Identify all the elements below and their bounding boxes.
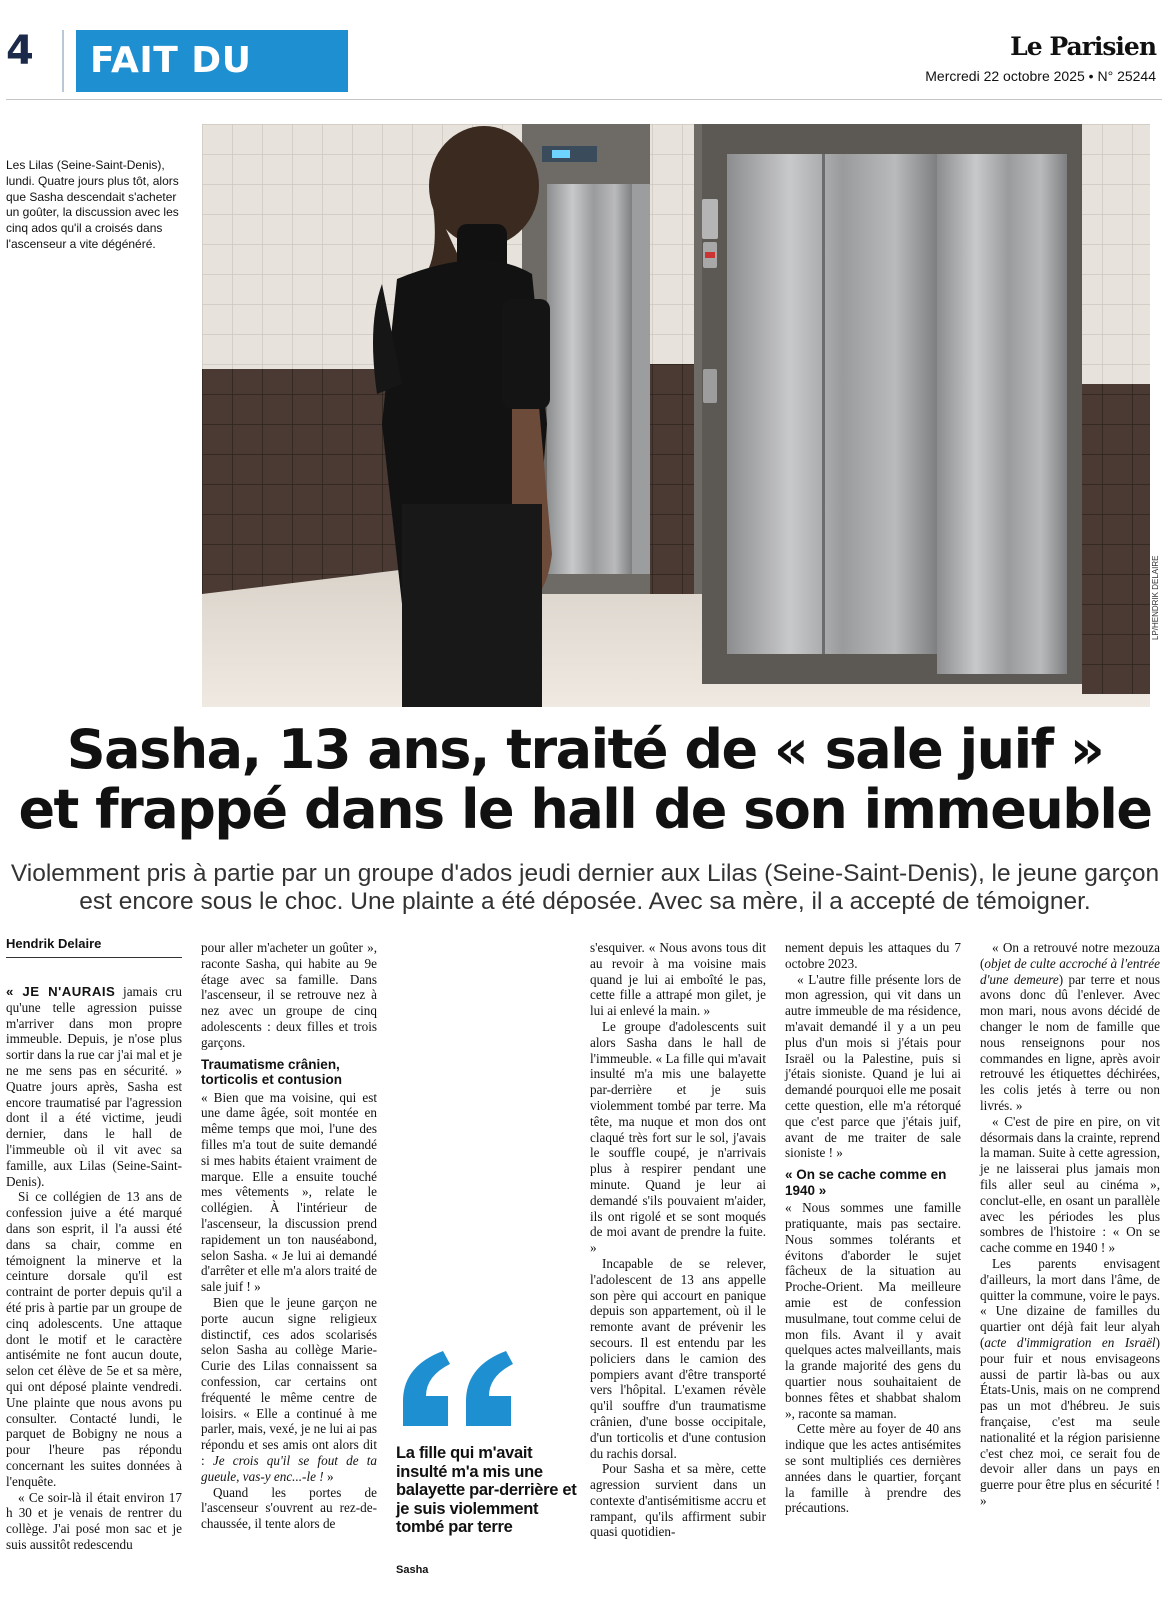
pull-quote-author: Sasha: [396, 1564, 429, 1576]
section-rubric: FAIT DU JOUR: [76, 30, 348, 92]
paragraph: « Bien que ma voisine, qui est une dame âgée, soit montée en même temps que moi, l'une des filles m'a tout de suite demandé si mes habits étaient vraiment de marque. Elle a ensuite touché mes vêtements », relate le collégien. À l'intérieur de l'ascenseur, la discussion prend rapidement un ton nauséabond, selon Sasha. « Je lui ai demandé d'arrêter et elle m'a alors traité de sale juif ! »: [201, 1089, 377, 1295]
headline-line-2: et frappé dans le hall de son immeuble: [18, 778, 1152, 841]
paragraph-text-end: ) par terre et nous avons donc dû l'enlever. Avec mon mari, nous avons décidé de changer le nom de famille que nous renseignons pour nos commandes en ligne, après avoir retrouvé les étiquettes déchirées, les colis jetés à terre ou non livrés. »: [980, 971, 1160, 1113]
header-divider: [62, 30, 64, 92]
paragraph-text: « On a retrouvé notre mezouza (: [980, 940, 1160, 971]
article-standfirst: Violemment pris à partie par un groupe d'ados jeudi dernier aux Lilas (Seine-Saint-Denis), le jeune garçon est encore sous le choc. Une plainte a été déposée. Avec sa mère, il a accepté de témoigner.: [10, 860, 1160, 915]
paragraph: Si ce collégien de 13 ans de confession juive a été marqué dans son esprit, il l'a aussi été dans sa chair, comme en témoignent la minerve et la ceinture dorsale qu'il est contraint de porter depuis qu'il a été pris à partie par un groupe de cinq adolescents. Une attaque dont le motif et le caractère antisémite ne font aucun doute, selon cet élève de 5e et sa mère, qui ont déposé plainte vendredi. Une plainte que nous avons pu consulter. Contacté lundi, le parquet de Bobigny ne nous a pour l'heure pas répondu concernant les suites données à l'enquête.: [6, 1189, 182, 1489]
paragraph: Cette mère au foyer de 40 ans indique que les actes antisémites se sont multipliés ces dernières années dans le quartier, forçant la famille à prendre des précautions.: [785, 1421, 961, 1516]
paragraph: Incapable de se relever, l'adolescent de 13 ans appelle son père qui accourt en panique depuis son appartement, où il le remonte avant de prévenir les secours. Il est entendu par les policiers dans le camion des pompiers avant d'être transporté vers l'hôpital. L'examen révèle qu'il souffre d'un traumatisme crânien, d'une bosse occipitale, d'un torticolis et d'une contusion du rachis dorsal.: [590, 1255, 766, 1461]
mezouza-definition: objet de culte accroché à l'entrée d'une demeure: [980, 955, 1160, 987]
byline: Hendrik Delaire: [6, 936, 102, 951]
paragraph: Pour Sasha et sa mère, cette agression survient dans un contexte d'antisémitisme accru et rampant, qu'ils affirment subir quasi quotidien-: [590, 1461, 766, 1540]
quote-marks-icon: [398, 1346, 528, 1436]
paragraph: Quand les portes de l'ascenseur s'ouvrent au rez-de-chaussée, il tente alors de: [201, 1484, 377, 1532]
article-column-5: [980, 940, 1160, 1509]
article-headline: [0, 720, 1170, 840]
lead-paragraph-text: jamais cru qu'une telle agression puisse m'arriver dans mon propre immeuble. Depuis, je n'ose plus sortir dans la rue car j'ai mal et je ne me sens pas en sécurité. » Quatre jours après, Sasha est encore traumatisé par l'agression dont il a été victime, jeudi dernier, dans le hall de l'immeuble où il vit avec sa famille, aux Lilas (Seine-Saint-Denis).: [6, 984, 182, 1189]
article-column-4: [785, 940, 961, 1516]
subheading: « On se cache comme en 1940 »: [785, 1167, 947, 1198]
article-column-3: [590, 940, 766, 1540]
article-column-2: [201, 940, 377, 1532]
header-rule: [6, 99, 1162, 100]
paragraph-text-end: ) pour fuir et nous envisageons aussi de partir là-bas ou aux États-Unis, mais on ne comprend pas un mot d'hébreu. Je suis française, c'est ma seule nationalité et la région parisienne c'est chez moi, ce serait fou de devoir aller dans un pays en guerre pour être plus en sécurité ! »: [980, 1334, 1160, 1508]
paragraph: s'esquiver. « Nous avons tous dit au revoir à ma voisine mais quand je lui ai emboîté le pas, cette fille a attrapé mon gilet, je lui ai enlevé la main. »: [590, 940, 766, 1019]
paragraph: pour aller m'acheter un goûter », raconte Sasha, qui habite au 9e étage avec sa famille. Dans l'ascenseur, il se retrouve nez à nez avec un groupe de cinq adolescents : deux filles et trois garçons.: [201, 940, 377, 1050]
headline-line-1: Sasha, 13 ans, traité de « sale juif »: [66, 718, 1104, 781]
paragraph-text-end: »: [323, 1468, 334, 1484]
paragraph-text: Les parents envisagent d'ailleurs, la mort dans l'âme, de quitter la commune, voire le pays. « Une dizaine de familles du quartier ont déjà fait leur alyah (: [980, 1255, 1160, 1350]
lead-cap: « JE N'AURAIS: [6, 984, 116, 999]
paragraph: « Nous sommes une famille pratiquante, mais pas sectaire. Nous sommes tolérants et évitons d'aborder le sujet fâcheux de la situation au Proche-Orient. Ma meilleure amie est de confession musulmane, tout comme celui de mon fils. Avant il y avait quelques actes malveillants, mais la grande majorité des gens du quartier nous souhaitaient de bonnes fêtes et shabbat shalom », raconte sa maman.: [785, 1200, 961, 1421]
dateline: Mercredi 22 octobre 2025 • N° 25244: [925, 68, 1156, 84]
paragraph: Le groupe d'adolescents suit alors Sasha dans le hall de l'immeuble. « La fille qui m'avait insulté m'a mis une balayette par-derrière et je suis violemment tombé par terre. Ma tête, ma nuque et mon dos ont claqué très fort sur le sol, j'avais le souffle coupé, je n'arrivais plus à respirer pendant une minute. Quand je leur ai demandé s'ils pouvaient m'aider, ils ont rigolé et se sont moqués de moi avant de prendre la fuite. »: [590, 1018, 766, 1256]
lead-paragraph: [6, 984, 182, 1189]
paragraph: nement depuis les attaques du 7 octobre 2023.: [785, 940, 961, 971]
paragraph: [201, 1295, 377, 1485]
article-column-1: [6, 984, 182, 1553]
paragraph: « Ce soir-là il était environ 17 h 30 et je venais de rentrer du collège. J'ai posé mon sac et je suis aussitôt redescendu: [6, 1489, 182, 1552]
pull-quote: La fille qui m'avait insulté m'a mis une balayette par-derrière et je suis violemment tombé par terre: [396, 1444, 577, 1536]
quoted-insult: Je crois qu'il se fout de ta gueule, vas-y enc...-le !: [201, 1452, 377, 1484]
page-number: 4: [6, 28, 34, 74]
paragraph-text: Bien que le jeune garçon ne porte aucun signe religieux distinctif, ces ados scolarisés selon Sasha au collège Marie-Curie des Lilas connaissent sa confession, car certains ont fréquenté le même centre de loisirs. « Elle a continué à me parler, mais, vexé, je ne lui ai pas répondu et ses amis ont alors dit :: [201, 1294, 377, 1468]
byline-rule: [6, 957, 182, 958]
photo-credit: LP/HENDRIK DELAIRE: [1151, 555, 1160, 640]
photo-caption: Les Lilas (Seine-Saint-Denis), lundi. Quatre jours plus tôt, alors que Sasha descendait s'acheter un goûter, la discussion avec les cinq ados qu'il a croisés dans l'ascenseur a vite dégénéré.: [6, 158, 179, 251]
paragraph: [980, 1256, 1160, 1509]
alyah-definition: acte d'immigration en Israël: [984, 1334, 1156, 1350]
paragraph: « L'autre fille présente lors de mon agression, qui vit dans un autre immeuble de ma résidence, m'avait demandé il y a un peu plus d'un mois si j'étais pour Israël ou la Palestine, puis si j'étais sioniste. Quand je lui ai demandé pourquoi elle me posait cette question, elle m'a rétorqué que c'est parce que j'étais juif, avant de me traiter de sale sioniste ! »: [785, 971, 961, 1161]
newspaper-logo: Le Parisien: [1010, 32, 1156, 61]
paragraph: « C'est de pire en pire, on vit désormais dans la crainte, reprend la maman. Suite à cette agression, je ne laisserai plus jamais mon fils aller seul au cinéma », conclut-elle, en osant un parallèle avec les périodes les plus sombres de l'histoire : « On se cache comme en 1940 ! »: [980, 1113, 1160, 1256]
subheading: Traumatisme crânien, torticolis et contusion: [201, 1056, 343, 1088]
paragraph: [980, 940, 1160, 1114]
article-photo: [202, 124, 1150, 707]
